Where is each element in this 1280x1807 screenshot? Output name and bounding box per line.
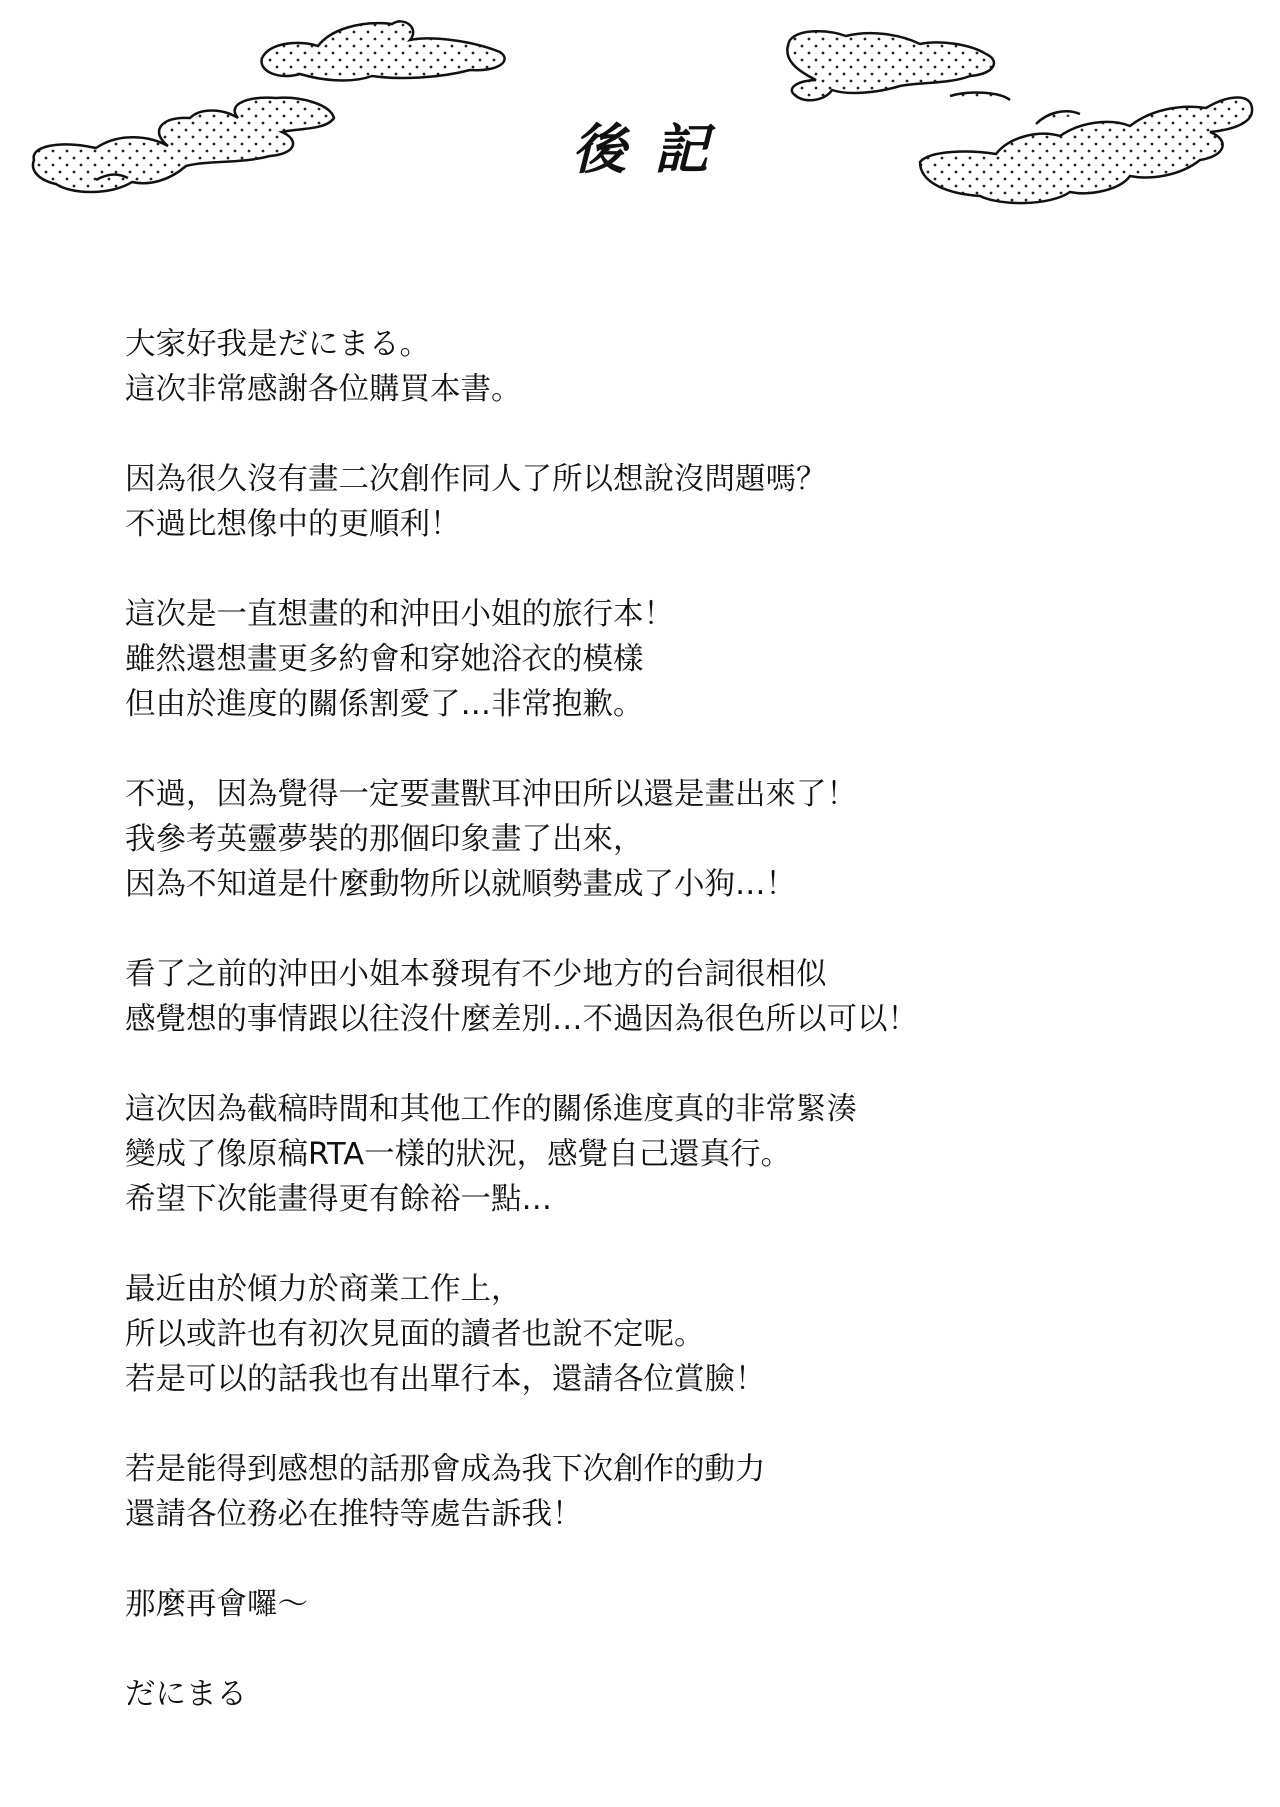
text-line: 這次因為截稿時間和其他工作的關係進度真的非常緊湊 <box>125 1092 857 1127</box>
cloud-shape <box>262 21 505 80</box>
paragraph <box>125 1582 1205 1627</box>
afterword-body <box>125 322 1205 1717</box>
text-line: 不過比想像中的更順利！ <box>125 507 461 542</box>
text-line: 看了之前的沖田小姐本發現有不少地方的台詞很相似 <box>125 957 827 992</box>
page-title: 後記 <box>572 118 736 181</box>
paragraph <box>125 592 1205 727</box>
text-line: 因為很久沒有畫二次創作同人了所以想說沒問題嗎？ <box>125 462 827 497</box>
text-line: 最近由於傾力於商業工作上， <box>125 1272 522 1307</box>
paragraph <box>125 1087 1205 1222</box>
paragraph <box>125 457 1205 547</box>
text-line: 若是可以的話我也有出單行本，還請各位賞臉！ <box>125 1362 766 1397</box>
text-line: 若是能得到感想的話那會成為我下次創作的動力 <box>125 1452 766 1487</box>
paragraph <box>125 772 1205 907</box>
text-line: 但由於進度的關係割愛了…非常抱歉。 <box>125 687 644 722</box>
paragraph <box>125 322 1205 412</box>
paragraph <box>125 1447 1205 1537</box>
cloud-shape <box>787 31 1010 100</box>
paragraph <box>125 952 1205 1042</box>
paragraph <box>125 1267 1205 1402</box>
text-line: 因為不知道是什麼動物所以就順勢畫成了小狗…！ <box>125 867 796 902</box>
text-line: 感覺想的事情跟以往沒什麼差別…不過因為很色所以可以！ <box>125 1002 918 1037</box>
text-line: だにまる <box>125 1677 247 1712</box>
text-line: 那麼再會囉～ <box>125 1587 308 1622</box>
paragraph <box>125 1672 1205 1717</box>
text-line: 我參考英靈夢裝的那個印象畫了出來， <box>125 822 644 857</box>
text-line: 大家好我是だにまる。 <box>125 327 430 362</box>
text-line: 這次非常感謝各位購買本書。 <box>125 372 522 407</box>
text-line: 變成了像原稿RTA一樣的狀況，感覺自己還真行。 <box>125 1137 792 1172</box>
text-line: 所以或許也有初次見面的讀者也說不定呢。 <box>125 1317 705 1352</box>
text-line: 還請各位務必在推特等處告訴我！ <box>125 1497 583 1532</box>
text-line: 雖然還想畫更多約會和穿她浴衣的模樣 <box>125 642 644 677</box>
text-line: 這次是一直想畫的和沖田小姐的旅行本！ <box>125 597 674 632</box>
text-line: 不過，因為覺得一定要畫獸耳沖田所以還是畫出來了！ <box>125 777 857 812</box>
text-line: 希望下次能畫得更有餘裕一點… <box>125 1182 552 1217</box>
